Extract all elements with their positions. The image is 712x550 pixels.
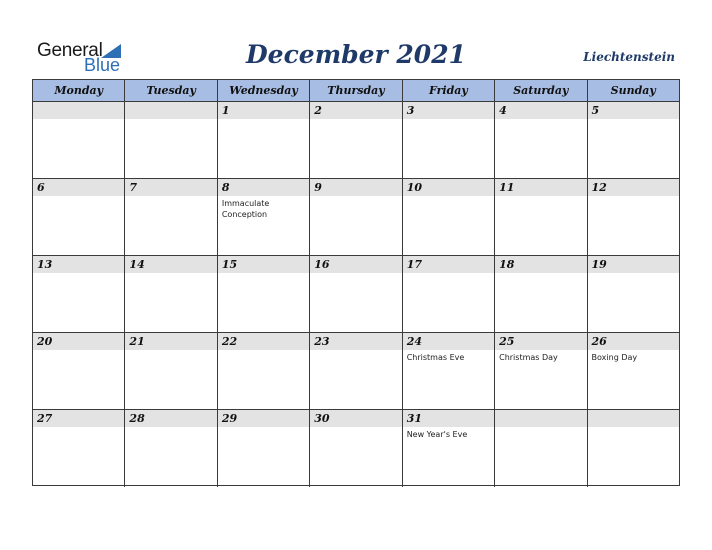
day-number: 12 [591, 181, 607, 194]
day-cell[interactable] [495, 179, 587, 255]
day-number: 19 [591, 258, 607, 271]
weekday-friday: Friday [403, 80, 495, 101]
day-cell[interactable] [495, 333, 587, 409]
day-number-band [403, 102, 494, 119]
day-cell[interactable] [33, 102, 125, 178]
day-number: 2 [314, 104, 322, 117]
holiday-label: Christmas Eve [406, 353, 465, 362]
weekday-monday: Monday [33, 80, 125, 101]
day-cell[interactable] [588, 256, 679, 332]
day-cell[interactable] [588, 179, 679, 255]
day-number: 10 [406, 181, 422, 194]
day-number: 17 [406, 258, 422, 271]
calendar-title: December 2021 [245, 40, 466, 69]
day-number-band [218, 102, 309, 119]
holiday-label: New Year's Eve [406, 430, 468, 439]
day-number: 18 [499, 258, 515, 271]
day-number: 13 [37, 258, 53, 271]
day-cell[interactable] [588, 333, 679, 409]
day-number: 14 [129, 258, 145, 271]
day-number: 5 [591, 104, 600, 117]
day-number: 26 [591, 335, 607, 348]
holiday-label: Boxing Day [591, 353, 638, 362]
day-cell[interactable] [495, 102, 587, 178]
week-row [33, 410, 679, 487]
week-row [33, 256, 679, 333]
country-name: Liechtenstein [583, 50, 675, 64]
holiday-label: Immaculate Conception [221, 199, 270, 219]
weekday-thursday: Thursday [310, 80, 402, 101]
day-number-band [33, 102, 124, 119]
day-cell[interactable] [125, 410, 217, 487]
weekday-saturday: Saturday [495, 80, 587, 101]
day-cell[interactable] [125, 102, 217, 178]
day-cell[interactable] [218, 410, 310, 487]
day-number: 9 [314, 181, 322, 194]
day-cell[interactable] [33, 256, 125, 332]
day-number: 24 [406, 335, 422, 348]
day-cell[interactable] [33, 179, 125, 255]
day-cell[interactable] [310, 102, 402, 178]
day-number-band [218, 179, 309, 196]
day-number: 31 [406, 412, 422, 425]
logo-general-text: General [37, 40, 103, 61]
day-number-band [495, 410, 586, 427]
day-number: 4 [499, 104, 507, 117]
day-cell[interactable] [33, 333, 125, 409]
calendar-grid [32, 79, 680, 486]
day-cell[interactable] [588, 410, 679, 487]
day-cell[interactable] [403, 102, 495, 178]
day-cell[interactable] [588, 102, 679, 178]
day-cell[interactable] [125, 333, 217, 409]
weekday-header-row [33, 80, 679, 102]
day-number: 6 [37, 181, 45, 194]
day-number: 28 [129, 412, 145, 425]
day-cell[interactable] [33, 410, 125, 487]
day-cell[interactable] [218, 333, 310, 409]
day-cell[interactable] [403, 179, 495, 255]
day-number-band [495, 102, 586, 119]
day-number: 25 [499, 335, 515, 348]
weekday-tuesday: Tuesday [125, 80, 217, 101]
day-cell[interactable] [495, 410, 587, 487]
day-number: 20 [37, 335, 53, 348]
day-cell[interactable] [218, 102, 310, 178]
day-number-band [310, 102, 401, 119]
day-number: 21 [129, 335, 145, 348]
week-row [33, 102, 679, 179]
day-number: 11 [499, 181, 515, 194]
day-number: 7 [129, 181, 138, 194]
day-number-band [588, 410, 679, 427]
weekday-wednesday: Wednesday [218, 80, 310, 101]
holiday-label: Christmas Day [499, 353, 558, 362]
day-cell[interactable] [125, 256, 217, 332]
weekday-sunday: Sunday [610, 84, 656, 97]
day-cell[interactable] [310, 179, 402, 255]
day-number-band [125, 179, 216, 196]
logo-blue-text: Blue [84, 55, 121, 75]
day-number-band [33, 179, 124, 196]
day-number-band [125, 102, 216, 119]
day-cell[interactable] [403, 410, 495, 487]
day-number: 3 [406, 104, 415, 117]
day-cell[interactable] [403, 333, 495, 409]
week-row [33, 333, 679, 410]
day-cell[interactable] [403, 256, 495, 332]
day-number: 8 [221, 181, 230, 194]
day-cell[interactable] [125, 179, 217, 255]
day-number-band [588, 102, 679, 119]
day-number: 1 [221, 104, 230, 117]
day-number-band [310, 179, 401, 196]
day-number: 27 [37, 412, 53, 425]
day-cell[interactable] [310, 410, 402, 487]
day-cell[interactable] [218, 256, 310, 332]
day-cell[interactable] [495, 256, 587, 332]
day-cell[interactable] [218, 179, 310, 255]
week-row [33, 179, 679, 256]
day-number: 16 [314, 258, 330, 271]
day-cell[interactable] [310, 333, 402, 409]
day-number: 15 [221, 258, 238, 271]
day-cell[interactable] [310, 256, 402, 332]
day-number: 29 [221, 412, 238, 425]
day-number: 30 [314, 412, 330, 425]
day-number: 22 [221, 335, 238, 348]
day-number: 23 [314, 335, 330, 348]
